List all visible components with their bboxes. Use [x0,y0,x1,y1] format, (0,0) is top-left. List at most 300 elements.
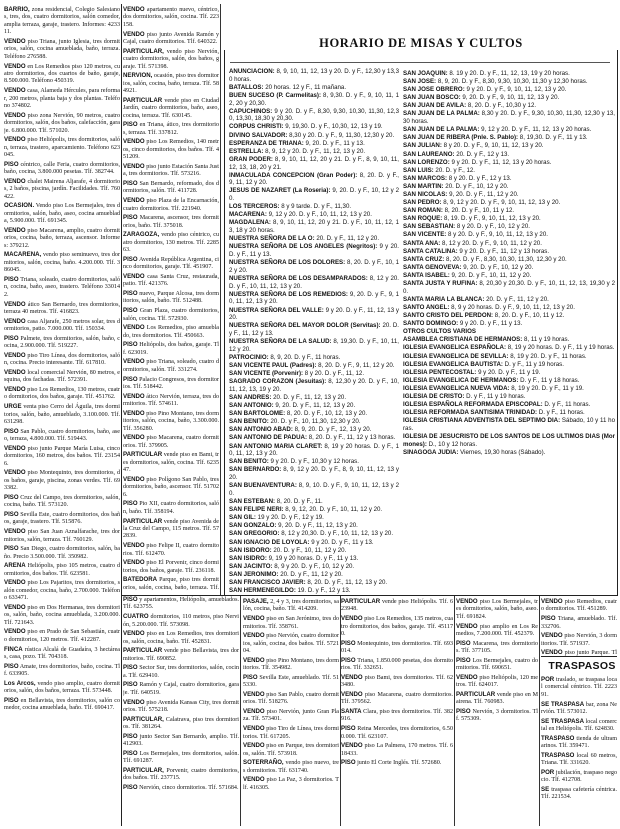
classified-ad [4,63,120,86]
church-schedule-entry [403,231,615,239]
classified-ad-text: piso Felipe II, cuatro dormitorios. Tlf. 612470. [123,543,219,557]
church-schedule-entry [229,322,399,337]
classified-ad-text: piso junto Parque. Tl [564,650,617,656]
church-schedule-entry-heading: SAN JUAN DE LA PALMA: [403,110,480,118]
church-schedule-entry-text: 8, 12 y 20. D. y F., 9, 10, 11, 12 y 20. [440,239,542,247]
classified-ad-heading: PISO [123,341,138,349]
church-schedule-entry-heading: SAN MARTIN: [403,182,444,190]
classified-ad [4,469,120,492]
classified-column-2-lower [123,596,239,826]
classified-ad [4,369,120,385]
title-divider [230,62,610,63]
classified-ad-text: en Los Remedios piso 120 metros, cuatro dormitorios, dos cuartos de baño, garaje, 8.500.000. Teléfono 450319. [4,63,120,85]
classified-ad-text: Heliópolis, piso 105 metros, cuatro dormitorios, dos baños. Tlf. 623581. [4,563,120,577]
church-schedule-entry [229,579,399,587]
classified-column-5 [456,598,538,824]
classified-ad [4,161,120,177]
classified-ad [123,559,219,575]
church-schedule-entry-heading: NUESTRA SEÑORA DE LOS DOLORES: [229,259,346,267]
classified-ad [4,202,120,225]
classified-ad [4,494,120,510]
classified-ad-text: vende piso en Ciudad Jardín, cuatro dormitorios, baño, aseo, cocina, terraza. Tlf. 630145. [123,97,219,119]
church-schedule-entry [403,175,615,183]
church-schedule-entry-text: Sábado, 10 y 11 horas. [403,417,615,432]
classified-ad-heading: NERVION, [123,72,153,80]
church-schedule-entry-heading: SAN ANTONIO ABAD: [229,426,293,434]
masses-column-1 [229,68,399,594]
classified-ad-text: y apartamentos, Heliópolis, amueblados. Tlf. 623755. [123,597,239,611]
traspaso-ad-text: tienda de ultramarinos. Tlf. 359471. [541,735,617,750]
church-schedule-entry [403,336,615,344]
classified-ad-heading: PARTICULAR [456,690,496,698]
classified-ad-heading: PARTICULAR [123,451,163,459]
classified-ad-text: 2, 4 y 3, tres dormitorios, salón, cocina, baño. Tlf. 414209. [243,599,339,613]
church-schedule-entry-heading: SAN BUENAVENTURA: [229,482,297,490]
classified-ad [4,112,120,135]
classified-ad [123,231,219,254]
church-schedule-entry [403,385,615,393]
classified-ad-text: vendo piso seminuevo, tres dormitorios, salón, cocina, baño. 4.200.000. Tlf. 386045. [4,252,120,274]
classified-ad [243,674,339,690]
church-schedule-entry-heading: SAN HERMENEGILDO: [229,587,296,594]
church-schedule-entry [229,418,399,426]
church-schedule-entry-heading: SAN VICENTE: [403,231,447,239]
traspasos-heading: TRASPASOS [548,660,616,672]
classified-ad-text: piso Macarena, amplio, cuatro dormitorios, cocina, baño, terraza, ascensor. Informes: 379212. [4,227,120,249]
column-rule [454,596,455,826]
church-schedule-entry-heading: SAN GONZALO: [229,522,277,530]
classified-ad-heading: VENDO [123,197,145,205]
church-schedule-entry [403,70,615,78]
church-schedule-entry-heading: SAN ROMAN: [403,207,443,215]
classified-ad [243,742,339,758]
classified-ad-heading: PISO [123,749,138,757]
church-schedule-entry-text: 8, 9, 10, 11, 12, 13 y 20. D. y F., 12,30 y 13,30 horas. [229,68,399,83]
classified-ad-heading: PISO [123,214,138,222]
traspaso-ad [541,769,617,785]
church-schedule-entry-text: 8 y 20. D. y F., 9, 10, 11, 12, 13 y 20. [441,142,544,150]
classified-ad-heading: VENDO [4,177,26,185]
classified-ad [4,227,120,250]
classified-ad-heading: VENDO [243,742,265,750]
church-schedule-entry-heading: OTROS CULTOS VARIOS [403,328,477,336]
church-schedule-entry-text: 8, 19 y 20. D. y F., 11 y 19. [509,384,584,392]
classified-ad [123,451,219,474]
church-schedule-entry [403,78,615,86]
classified-ad [4,352,120,368]
church-schedule-entry-heading: SAN BENITO: [229,458,269,466]
church-schedule-entry-heading: IGLESIA DE JESUCRISTO DE LOS SANTOS DE LOS ULTIMOS DIAS (Mormones): [403,433,615,448]
classified-ad-heading: PISO [123,307,138,315]
church-schedule-entry [229,156,399,171]
church-schedule-entry [403,240,615,248]
church-schedule-entry-text: 8, 12 y 20,30. D. y F., 10, 11, 12, 13 y 20. [279,530,394,538]
classified-ad-heading: Los Arcos, [4,679,36,687]
church-schedule-entry [403,256,615,264]
classified-ad-text: vendo piso nuevo, tres dormitorios. Tlf. 631740. [243,760,339,774]
church-schedule-entry [403,94,615,102]
church-schedule-entry-heading: SAN VICENTE (Porvenir): [229,370,304,378]
church-schedule-entry-heading: SAN FRANCISCO JAVIER: [229,578,306,586]
church-schedule-entry-heading: SANTA JUSTA Y RUFINA: [403,280,478,288]
traspaso-ad-heading: SE [541,786,550,794]
church-schedule-entry-heading: SAN IGNACIO DE LOYOLA: [229,538,310,546]
classified-ad-text: piso Los Remedios, 140 metros, cinco dormitorios, dos baños. Tlf. 451209. [123,139,219,161]
traspaso-ad [541,735,617,751]
church-schedule-entry-text: 8, 19. D. y F., 9, 10, 11, 12, 13 y 20. [442,215,541,223]
classified-ad [123,716,239,732]
classified-ad-text: piso en Parque, tres dormitorios, salón. Tlf. 573918. [243,743,339,757]
classified-ad-text: piso La Paz, 3 dormitorios. Tlf. 416305. [243,777,339,791]
church-schedule-entry [229,243,399,258]
classified-ad-text: ático San Bernardo, tres dormitorios, terraza 40 metros. Tlf. 416823. [4,301,120,316]
classified-ad [4,6,120,37]
church-schedule-entry [229,92,399,107]
classified-ad [123,180,219,196]
church-schedule-entry-text: 8, 20. D. y F., 10, 12 y 20. [229,259,399,274]
church-schedule-entry-heading: MAGDALENA: [229,219,271,227]
church-schedule-entry [229,307,399,322]
church-schedule-entry-heading: SAN JACINTO: [229,562,273,570]
classified-ad-text: vende piso Heliópolis. Tlf. 623948. [341,599,453,613]
church-schedule-entry [229,123,399,131]
classified-ad-text: Reina Mercedes, tres dormitorios, 6.500.000. Tlf. 623107. [341,726,453,740]
classified-ad-heading: PISO [123,500,138,508]
classified-ad [123,393,219,409]
classified-ad-text: Sector Sur, tres dormitorios, salón, cocina. Tlf. 629410. [123,665,239,679]
church-schedule-entry-text: 8, 9, 12 y 20. D. y F., 11, 12, 13 y 20. [263,147,366,155]
classified-ad-heading: VENDO [4,628,26,636]
church-schedule-entry [403,167,615,175]
classified-ad-text: Los Remedios, piso amueblado, tres dormitorios. Tlf. 450663. [123,325,219,339]
classified-ad-heading: PISO [123,664,138,672]
classified-ad-heading: VENDO [123,475,145,483]
traspaso-ad-heading: POR [541,768,555,776]
classified-ad [123,647,239,663]
classified-ad-heading: PARTICULAR, [123,766,164,774]
classified-ad-heading: VENDO [243,776,265,784]
classified-ad-heading: VENDO [123,272,145,280]
classified-ad-heading: CUATRO [123,613,149,621]
classified-ad-heading: OCASION. [4,202,35,210]
church-schedule-entry-text: D. y F., 11 horas. [542,401,591,409]
church-schedule-entry [403,280,615,295]
church-schedule-entry-text: D. y F., 11 y 19 horas. [464,392,526,400]
classified-ad-heading: VENDO [243,615,265,623]
classified-ad [123,681,239,697]
classified-ad-heading: VENDO [4,87,26,95]
church-schedule-entry-heading: SAN LORENZO: [403,158,450,166]
church-schedule-entry [229,108,399,123]
traspaso-ad [541,752,617,768]
classified-ad-text: Heliópolis, dos baños, garaje. Tlf. 623019. [123,342,219,356]
classified-ad [123,596,239,612]
church-schedule-entry-text: D. y F., 11 y 18 horas. [518,376,580,384]
classified-ad-text: Gran Plaza, cuatro dormitorios, salón, cocina. Tlf. 572930. [123,308,219,322]
classified-ad [456,623,538,639]
classified-ad-text: zona residencial, Colegio Salesianos, tres, dos, cuatro dormitorios, salón comedor, amplia terraza, garaje, trastero. Informes: 423311. [4,7,120,36]
church-schedule-entry-text: 19 y 20. D. y F., 12 y 19. [255,514,324,522]
classified-ad-text: piso Avenida Kansas City, tres dormitorios. Tlf. 575218. [123,699,239,714]
church-schedule-entry-heading: BUEN SUCESO (P. Carmelitas): [229,91,321,99]
classified-ad [541,615,617,631]
classified-ad [123,6,219,29]
classified-ad-text: piso Los Pajaritos, tres dormitorios, salón comedor, cocina, baño, 2.700.000. Teléfono 633471. [4,580,120,602]
classified-ad-text: rústica Alcalá de Guadaíra, 3 hectáreas, casa, pozo. Tlf. 704318. [4,646,120,660]
classified-ad-text: piso Pino Montano, tres dormitorios, salón, cocina, baño, 3.300.000. Tlf. 356280. [123,410,219,432]
classified-ad [4,579,120,602]
church-schedule-entry-heading: IGLESIA CRISTIANA ADVENTISTA DEL SEPTIMO DIA: [403,417,561,425]
church-schedule-entry [403,110,615,125]
church-schedule-entry-heading: SAN PEDRO: [403,199,442,207]
classified-ad [123,341,219,357]
church-schedule-entry-heading: SANTO ANGEL: [403,303,450,311]
classified-ad-text: piso Macarena, cuatro dormitorios. Tlf. 379905. [123,435,219,449]
church-schedule-entry-heading: ESPERANZA DE TRIANA: [229,139,304,147]
church-schedule-entry [229,370,399,378]
church-schedule-entry-heading: NUESTRA SEÑORA DE LOS REMEDIOS: [229,290,348,298]
church-schedule-entry-text: 9, 20. D. y F., 10, 11, 12 y 20. [449,271,532,279]
church-schedule-entry-heading: SANTA ISABEL: [403,271,450,279]
classified-ad-text: vende piso en Bami, tres dormitorios, salón, cocina. Tlf. 623547. [123,452,219,474]
church-schedule-entry-heading: BATALLOS: [229,83,264,91]
church-schedule-entry-heading: SAN ISIDRO: [229,554,267,562]
church-schedule-entry-heading: MACARENA: [229,211,267,219]
classified-ad [123,121,219,137]
classified-ad [243,691,339,707]
classified-ad-text: piso Triana, junto Iglesia, tres dormitorios, salón, cocina amueblada, baño, terraza. Teléfono 276588. [4,39,120,60]
church-schedule-entry-heading: IGLESIA EVANGELICA BAUTISTA: [403,360,503,368]
classified-ad [123,542,219,558]
classified-ad-text: piso Nervión, junto Gran Plaza. Tlf. 573401. [243,709,339,723]
classified-ad [456,640,538,656]
classified-ad-text: Clara, piso tres dormitorios. Tlf. 382916. [341,709,453,723]
classified-ad-heading: PISO [4,662,19,670]
church-schedule-entry-heading: ASAMBLEA CRISTIANA DE HERMANOS: [403,336,523,344]
church-schedule-entry-text: 9, 20. D. y F., 11, 12 y 20. [447,191,519,199]
column-rule [220,4,221,596]
church-schedule-entry-heading: SAN ANTONIO MARIA CLARET: [229,442,323,450]
church-schedule-entry [229,84,399,92]
classified-ad-heading: VENDO [4,351,26,359]
classified-ad-text: junto El Corte Inglés. Tlf. 572680. [355,760,442,767]
church-schedule-entry-text: 8, 20. D. y F., 10,30 y 12. [466,102,537,110]
church-schedule-entry-heading: CORPUS CHRISTI: [229,123,284,131]
church-schedule-entry-text: 9 y 20. D. y F., 11 y 13. [458,320,523,328]
classified-ad [123,630,239,646]
church-schedule-entry-heading: SAN BENITO: [229,418,269,426]
classified-ad-heading: VENDO [4,136,26,144]
classified-ad-heading: PISO [341,639,356,647]
church-schedule-entry-heading: JESUS DE NAZARET (La Roseria): [229,187,331,195]
classified-ad-text: Triana, soleado, cuatro dormitorios, salón, cocina, baño, aseo, trastero. Teléfono 330142. [4,277,120,298]
classified-ad-heading: VENDO [123,698,145,706]
church-schedule-entry-heading: NUESTRA SEÑORA DEL VALLE: [229,306,324,314]
classified-ad-heading: PISO [4,493,19,501]
classified-ad-heading: VENDO [123,358,145,366]
classified-ad [456,708,538,724]
classified-ad [4,562,120,578]
classified-ad [123,256,219,272]
church-schedule-entry-text: 9, 12 y 20. D. y F., 10, 11, 12, 13 y 20. [266,211,372,219]
church-schedule-entry-heading: ESTRELLA: [229,147,264,155]
church-schedule-entry-heading: SAN GIL: [229,514,256,522]
classified-ad-heading: ARENA [4,562,26,570]
church-schedule-entry-heading: NUESTRA SEÑORA DE LA SALUD: [229,338,332,346]
classified-ad [4,386,120,402]
classified-ad-heading: PISO [4,696,19,704]
classified-ad-text: piso La Palmera, 170 metros. Tlf. 618433. [341,743,453,757]
classified-ad-text: San Pablo, cuatro dormitorios, baño, aseo, terraza, 4.800.000. Tlf. 519443. [4,428,120,443]
church-schedule-entry [403,215,615,223]
classified-ad-heading: PARTICULAR [123,517,163,525]
classified-ad-text: piso en Los Remedios, tres dormitorios, salón, cocina, baño. Tlf. 452831. [123,631,239,645]
classified-ad [123,784,239,792]
classified-ad [4,403,120,426]
church-schedule-entry-heading: SAGRADO CORAZON (Jesuitas): [229,378,327,386]
church-schedule-entry-heading: SAN JUAN DE LA PALMA: [403,126,480,134]
classified-ad [341,708,453,724]
church-schedule-entry-text: 8, 20,30 y 20,30. D. y F., 10, 11, 12, 13, 19,30 y 20. [403,280,615,295]
classified-ad [243,708,339,724]
classified-ad-text: piso El Porvenir, cinco dormitorios, dos baños, garaje. Tlf. 236118. [123,560,219,574]
traspaso-ad-text: jubilación, traspaso negocio. Tlf. 412708. [541,769,617,784]
classified-ad-heading: MACARENA, [4,251,42,259]
classified-ad [4,628,120,644]
masses-schedule-title: HORARIO DE MISAS Y CULTOS [224,36,618,50]
church-schedule-entry-text: 8 y 20. D. y F., 9, 10, 11, 12, 13 y 20. [446,231,548,239]
classified-ad-heading: VENDO [341,673,363,681]
church-schedule-entry [403,344,615,352]
church-schedule-entry-text: 20. D. y F., 11, 12 y 20. [278,570,343,578]
classified-ad-text: dormitorios, 110 metros, piso Nervión, 5.200.000. Tlf. 573098. [123,614,239,628]
church-schedule-entry [403,433,615,448]
church-schedule-entry-text: 20. D. y F., 11, 12 y 20. [484,295,549,303]
church-schedule-entry-heading: SAN NICOLAS: [403,191,448,199]
classified-ad-heading: PISO [123,180,138,188]
classified-ad-text: piso Heliópolis, 120 metros. Tlf. 624017. [456,674,538,689]
church-schedule-entry-heading: IGLESIA PENTECOSTAL: [403,368,477,376]
church-schedule-entry-text: 20 horas. 12 y F., 11 mañana. [263,83,347,91]
church-schedule-entry [229,410,399,418]
church-schedule-entry [403,393,615,401]
church-schedule-entry [229,530,399,538]
church-schedule-entry-text: 9 y 20. D. y F., 9, 10, 11, 12, 13 y 20. [464,86,567,94]
classified-ad [123,613,239,629]
classified-ad-text: vende piso en Mairena. Tlf. 760983. [456,691,538,706]
classified-ad-text: Cruz del Campo, tres dormitorios, salón, cocina, baño. Tlf. 573120. [4,494,120,509]
church-schedule-entry-heading: SAN ROQUE: [403,215,443,223]
classified-ad-heading: PISO [123,681,138,689]
classified-ad-heading: URGE [4,403,22,411]
church-schedule-entry [403,183,615,191]
traspaso-ad [541,718,617,734]
church-schedule-entry-heading: PATROCINIO: [229,353,269,361]
classified-ad-heading: VENDO [243,690,265,698]
church-schedule-entry-text: 9 y 20. D. y F., 11, 12, 13 y 20 horas. [449,158,552,166]
classified-ad-text: casa, Alameda Hércules, para reformar, 200 metros, planta baja y dos plantas. Teléfono 374802. [4,88,120,109]
church-schedule-entry [229,443,399,458]
church-schedule-entry-text: 8, 19 y 20 horas. D. y F., 10, 11, 12, 13 y 20. [229,442,399,458]
traspaso-ad [541,701,617,717]
classified-ad-heading: PISO [341,725,356,733]
classified-ad-text: San Bernardo, reformado, dos dormitorios, salón. Tlf. 411728. [123,181,219,195]
church-schedule-entry-text: 9, 20. D. y F., 11, 12, 13 y 20. [276,522,358,530]
classified-ad [341,598,453,614]
church-schedule-entry [403,223,615,231]
church-schedule-entry [403,401,615,409]
classified-ad-heading: VENDO [4,317,26,325]
classified-ad [4,680,120,696]
classified-ad-text: nuevo, Parque Alcosa, tres dormitorios, salón, baño. Tlf. 512488. [123,291,219,305]
classified-ad-text: piso en Dos Hermanas, tres dormitorios, salón, baño, cocina amueblada, 3.200.000. Tlf. 721643. [4,604,120,626]
classified-ad-text: Nervión, 3 dormitorios. Tlf. 575309. [456,709,538,723]
classified-ad-heading: PISO [4,427,19,435]
church-schedule-entry-heading: IGLESIA DE CRISTO: [403,392,465,400]
classified-ad [123,518,219,541]
classified-ad-heading: FINCA [4,645,23,653]
classified-ad [4,663,120,679]
church-schedule-entry [403,199,615,207]
church-schedule-entry-heading: SAN BARTOLOME: [229,410,286,418]
classified-ad-heading: BATEDORA [123,576,158,584]
church-schedule-entry-heading: IGLESIA EVANGELICA DE HERMANOS: [403,376,519,384]
church-schedule-entry-heading: IGLESIA EVANGELICA NUEVA VIDA: [403,384,510,392]
classified-ad-heading: VENDO [4,368,26,376]
classified-ad-heading: VENDO [341,690,363,698]
classified-ad-heading: VENDO [456,673,478,681]
church-schedule-entry [229,514,399,522]
classified-ad-heading: VENDO [123,542,145,550]
classified-ad-text: Palmete, tres dormitorios, salón, baño, cocina, 2.900.000. Tlf. 519227. [4,335,120,350]
church-schedule-entry [229,426,399,434]
church-schedule-entry [229,187,399,202]
classified-ad-heading: VENDO [4,226,26,234]
classified-ad-text: Macarena, ascensor, tres dormitorios, baño. Tlf. 375018. [123,215,219,229]
classified-ad [4,38,120,61]
classified-ad-heading: PISO [456,708,471,716]
classified-ad [4,178,120,201]
classified-ad [341,691,453,707]
classified-ad-text: piso Montequinto, tres dormitorios, dos baños, garaje, piscina, zonas verdes. Tlf. 693382. [4,470,120,492]
classified-ad [341,615,453,638]
classified-ad [123,750,239,766]
classified-ad-text: piso Macarena, cuatro dormitorios. Tlf. 379562. [341,691,453,706]
church-schedule-entry-text: 8, 20. D. y F., 11. [275,498,323,506]
church-schedule-entry-text: 8,30 y 20. D. y F., 9,30, 10,30, 11,30, 12,30 y 13,30 horas. [403,110,615,126]
church-schedule-entry-text: 8, 9, 12 y 20. D. y F., 8, 9, 10, 11, 12, 13 y 20. [229,466,399,482]
classified-ad [341,640,453,656]
classified-ad-text: apartamento nuevo, céntrico, dos dormitorios, salón, cocina. Tlf. 223158. [123,7,219,28]
church-schedule-entry [229,275,399,290]
classified-ad-heading: VENDO [4,38,26,45]
church-schedule-entry-text: 8, 9, 20. D. y F., 11 horas. [268,353,341,361]
classified-ad-text: Nervión, cinco dormitorios. Tlf. 571684. [137,785,239,792]
traspaso-ad-heading: SE TRASPASA [541,700,585,708]
classified-ad [341,742,453,758]
classified-ad-heading: PISO [123,375,138,383]
classified-ad [341,759,453,767]
classified-ad-heading: PISO [123,596,138,603]
classified-column-2 [123,6,219,591]
church-schedule-entry-heading: SAN BERNARDO: [229,466,282,474]
classified-ad [4,87,120,110]
classified-ad-text: Sevilla Este, amueblado. Tlf. 515330. [243,674,339,689]
classified-ad [4,528,120,544]
church-schedule-entry-heading: IGLESIA REFORMADA SANTISIMA TRINIDAD: [403,409,538,417]
church-schedule-entry-text: 8, 9, 10. D. y F., 9, 10, 11, 12, 13 y 20. [229,482,399,497]
classified-ad-text: piso Los Remedios, 130 metros, cuatro dormitorios, dos baños, garaje. Tlf. 451762. [4,387,120,401]
